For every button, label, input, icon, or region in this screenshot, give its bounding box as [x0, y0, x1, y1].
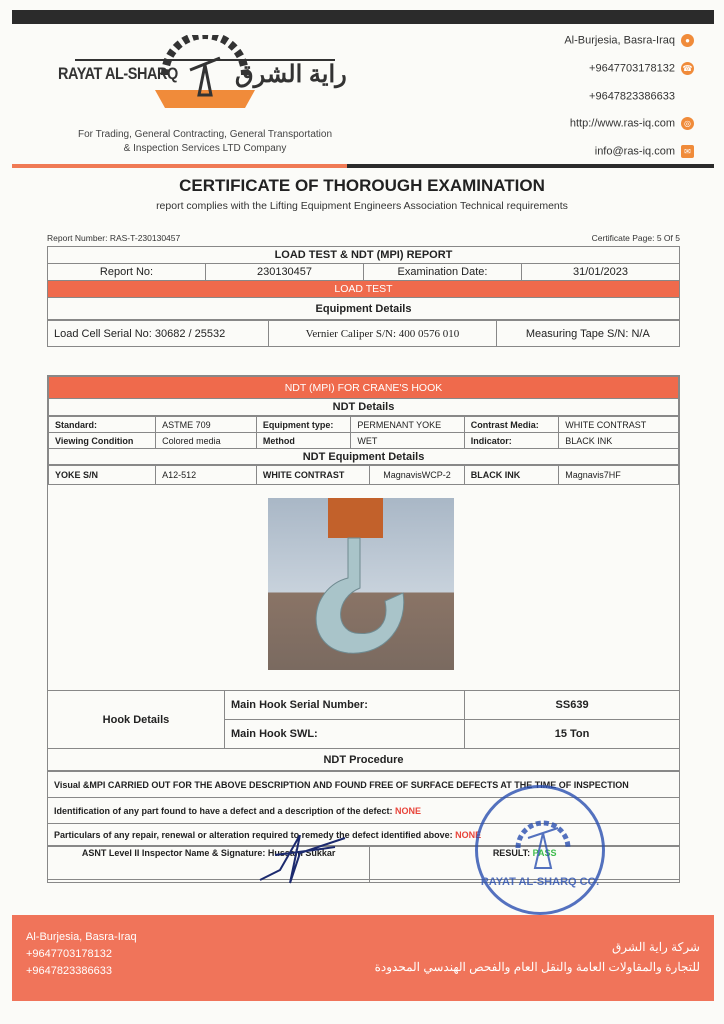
footer-address: Al-Burjesia, Basra-Iraq [26, 931, 137, 943]
table-cell: +9647703178132 [589, 62, 675, 75]
company-stamp [475, 785, 605, 915]
contact-phone [589, 90, 694, 103]
swl-label: Main Hook SWL: [224, 720, 464, 749]
footer-phone: +9647823386633 [26, 965, 112, 977]
load-cell: Load Cell Serial No: 30682 / 25532 [48, 321, 269, 347]
serial-value: SS639 [465, 691, 680, 720]
load-test-heading: LOAD TEST [48, 281, 680, 298]
certificate-page: Certificate Page: 5 Of 5 [591, 233, 680, 243]
signature [255, 835, 355, 885]
load-test-table [47, 246, 680, 347]
footer-company-ar: شركة راية الشرق [611, 940, 700, 954]
table-cell: +9647823386633 [589, 90, 675, 103]
ndt-equipment-heading: NDT Equipment Details [49, 449, 679, 465]
table-cell: Particulars of any repair, renewal or alteration required to remedy the defect identified above: [54, 829, 456, 840]
table-cell: ASTME 709 [156, 417, 257, 433]
tape: Measuring Tape S/N: N/A [496, 321, 679, 347]
phone-icon [681, 90, 694, 103]
table-row [49, 433, 679, 449]
exam-date-label: Examination Date: [364, 264, 522, 281]
contact-phone [589, 62, 694, 75]
hook-details-label: Hook Details [48, 691, 225, 749]
location-icon: ● [681, 34, 694, 47]
globe-icon: ◎ [681, 117, 694, 130]
stamp-text: RAYAT AL-SHARQ CO. [480, 876, 600, 888]
table-cell: Magnavis7HF [559, 466, 679, 485]
contact-address [564, 34, 694, 47]
table-cell: Equipment type: [256, 417, 351, 433]
ndt-details-heading: NDT Details [49, 399, 679, 416]
top-bar [12, 10, 714, 24]
table-cell: WHITE CONTRAST [256, 466, 369, 485]
table-cell: Method [256, 433, 351, 449]
procedure-heading: NDT Procedure [48, 749, 680, 771]
table-cell: Standard: [49, 417, 156, 433]
table-cell: WET [351, 433, 464, 449]
divider [347, 164, 714, 168]
caliper: Vernier Caliper S/N: 400 0576 010 [269, 321, 497, 347]
table-cell: YOKE S/N [49, 466, 156, 485]
mail-icon: ✉ [681, 145, 694, 158]
divider [12, 164, 347, 168]
serial-label: Main Hook Serial Number: [224, 691, 464, 720]
contact-email[interactable] [595, 145, 694, 158]
table-cell: NONE [395, 805, 422, 816]
brand-name-ar: راية الشرق [235, 61, 347, 88]
table-cell: NONE [455, 829, 482, 840]
tagline [55, 128, 355, 156]
report-no: 230130457 [206, 264, 364, 281]
tagline-line: For Trading, General Contracting, General Transportation [77, 129, 333, 140]
footer [12, 915, 714, 1001]
table-cell: WHITE CONTRAST [559, 417, 679, 433]
swl-value: 15 Ton [465, 720, 680, 749]
table-cell: http://www.ras-iq.com [569, 117, 675, 130]
certificate-title: CERTIFICATE OF THOROUGH EXAMINATION [179, 176, 545, 195]
brand-name-en: RAYAT AL-SHARQ [58, 64, 178, 83]
report-number: Report Number: RAS-T-230130457 [47, 233, 181, 243]
procedure-text: Visual &MPI CARRIED OUT FOR THE ABOVE DESCRIPTION AND FOUND FREE OF SURFACE DEFECTS AT THE TIME OF INSPECTION [48, 772, 680, 798]
table-cell: Colored media [156, 433, 257, 449]
table-cell: PERMENANT YOKE [351, 417, 464, 433]
hook-photo [268, 498, 454, 670]
table-cell: MagnavisWCP-2 [370, 466, 465, 485]
report-no-label: Report No: [48, 264, 206, 281]
phone-icon: ☎ [682, 64, 693, 73]
exam-date: 31/01/2023 [522, 264, 680, 281]
table-cell: A12-512 [156, 466, 257, 485]
table-cell: RESULT: [492, 848, 533, 858]
inspector-signature: ASNT Level II Inspector Name & Signature: Hussain Sukkar [48, 847, 370, 883]
table-cell: Indicator: [464, 433, 559, 449]
certificate-subtitle: report complies with the Lifting Equipment Engineers Association Technical requirements [156, 200, 568, 212]
contact-website[interactable] [570, 117, 694, 130]
load-heading: LOAD TEST & NDT (MPI) REPORT [48, 247, 680, 264]
footer-arabic [375, 937, 700, 977]
table-cell: Viewing Condition [49, 433, 156, 449]
table-cell: Identification of any part found to have a defect and a description of the defect: [54, 805, 396, 816]
table-row [49, 466, 679, 485]
table-cell: Al-Burjesia, Basra-Iraq [564, 34, 675, 47]
tagline-line: & Inspection Services LTD Company [123, 143, 287, 154]
table-row [49, 417, 679, 433]
footer-phone: +9647703178132 [26, 948, 112, 960]
table-cell: BLACK INK [559, 433, 679, 449]
table-cell: BLACK INK [464, 466, 559, 485]
table-cell: Contrast Media: [464, 417, 559, 433]
equipment-details-heading: Equipment Details [48, 298, 680, 320]
table-cell: info@ras-iq.com [594, 145, 675, 158]
footer-tagline-ar: للتجارة والمقاولات العامة والنقل العام والفحص الهندسي المحدودة [374, 960, 700, 974]
footer-contacts [26, 929, 137, 980]
ndt-heading: NDT (MPI) FOR CRANE'S HOOK [49, 377, 679, 399]
table-cell: PASS [532, 848, 557, 858]
